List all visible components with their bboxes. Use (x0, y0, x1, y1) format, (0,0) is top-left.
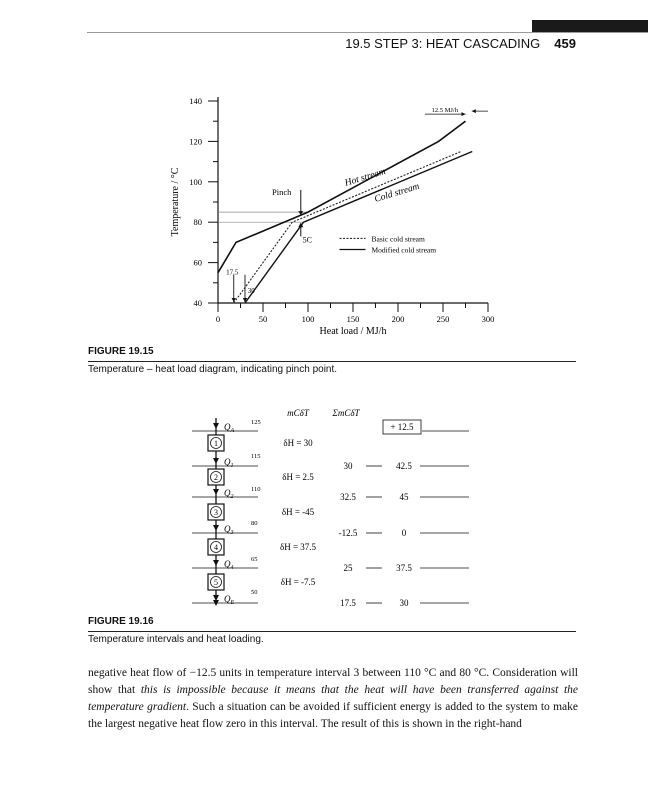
temperature-label: 65 (251, 556, 258, 563)
bottom-offset-label-1: 17.5 (226, 268, 239, 277)
x-tick-label: 150 (346, 314, 360, 324)
figure-label: FIGURE 19.15 (88, 346, 154, 357)
x-tick-label: 50 (258, 314, 268, 324)
delta-h-value: δH = -45 (281, 507, 315, 517)
x-tick-label: 300 (481, 314, 495, 324)
interval-number: 5 (214, 578, 218, 587)
legend-label-modified: Modified cold stream (371, 245, 437, 255)
body-paragraph (88, 665, 578, 733)
figure-19-16-caption-text: Temperature intervals and heat loading. (88, 634, 264, 645)
interval-number: 2 (214, 473, 218, 482)
section-title: 19.5 STEP 3: HEAT CASCADING (345, 36, 541, 51)
q-arrowhead (213, 489, 219, 495)
q-label-subscript: 4 (230, 565, 234, 571)
interval-number: 4 (214, 543, 218, 552)
y-tick-label: 80 (193, 217, 202, 228)
adjusted-value: 42.5 (396, 461, 412, 471)
legend-label-basic: Basic cold stream (371, 234, 425, 244)
cumulative-value: 25 (343, 563, 353, 573)
temperature-label: 115 (251, 453, 261, 460)
delta-h-value: δH = 30 (283, 438, 313, 448)
col-header-sum: ΣmCδT (332, 408, 360, 418)
adjusted-value: 45 (399, 492, 409, 502)
q-label-subscript: 3 (230, 530, 234, 536)
temperature-label: 125 (251, 419, 261, 426)
q-label: $Q_E$ (224, 594, 235, 606)
caption-rule-1 (88, 361, 576, 362)
bottom-offset-label-2: 30 (247, 286, 255, 295)
y-tick-label: 120 (189, 136, 202, 147)
q-label: $Q_A$ (224, 422, 235, 434)
figure-label: FIGURE 19.16 (88, 616, 154, 627)
page-number: 459 (554, 36, 576, 51)
body-text-end: . Such a situation can be avoided if sufficient energy is added to the system to make the largest negative heat flow zero in this interval. The result of this is shown in the right-hand (88, 701, 578, 730)
q-arrowhead (213, 458, 219, 464)
figure-19-16-caption (88, 616, 154, 627)
fig2-root (192, 408, 469, 608)
q-label-subscript: A (230, 428, 235, 434)
x-tick-label: 0 (215, 314, 221, 324)
q-arrowhead (213, 423, 219, 429)
pinch-label: Pinch (272, 186, 292, 197)
delta-h-value: δH = 37.5 (279, 542, 317, 552)
adjusted-value: 0 (401, 528, 407, 538)
q-arrowhead (213, 560, 219, 566)
figure-19-15-caption (88, 346, 154, 357)
temperature-label: 50 (251, 589, 258, 596)
added-heat-value: + 12.5 (390, 422, 414, 432)
y-tick-label: 140 (189, 96, 202, 106)
y-tick-label: 100 (189, 176, 202, 187)
x-tick-label: 100 (301, 314, 315, 324)
adjusted-value: 37.5 (396, 563, 412, 573)
x-tick-label: 200 (391, 314, 405, 324)
dt-label: 5C (302, 235, 312, 245)
cumulative-value: 30 (343, 461, 353, 471)
cold-stream-label: Cold stream (373, 181, 421, 205)
q-label: $Q_3$ (224, 524, 234, 536)
y-tick-label: 60 (193, 257, 202, 268)
delta-h-value: δH = 2.5 (282, 472, 314, 482)
caption-rule-2 (88, 631, 576, 632)
y-tick-label: 40 (193, 298, 202, 308)
interval-number: 1 (214, 439, 218, 448)
q-arrowhead (213, 525, 219, 531)
adjusted-value: 30 (399, 598, 409, 608)
col-header-mcdt: mCδT (287, 408, 309, 418)
delta-h-value: δH = -7.5 (280, 577, 316, 587)
q-label: $Q_2$ (224, 488, 234, 500)
cumulative-value: -12.5 (338, 528, 358, 538)
cumulative-value: 32.5 (340, 492, 356, 502)
top-offset-label: 12.5 MJ/h (431, 107, 458, 115)
cumulative-value: 17.5 (340, 598, 356, 608)
interval-number: 3 (214, 508, 218, 517)
x-axis-label: Heat load / MJ/h (319, 326, 387, 337)
x-tick-label: 250 (436, 314, 450, 324)
y-axis-label: Temperature / °C (170, 167, 181, 237)
temperature-label: 110 (251, 486, 261, 493)
q-label-subscript: E (230, 600, 235, 606)
q-label: $Q_4$ (224, 559, 234, 571)
hot-stream-label: Hot stream (343, 166, 387, 189)
body-text-italic: this is impossible because it means that the heat will have been transferred against the temperature gradient (88, 684, 578, 713)
q-label: $Q_1$ (224, 457, 234, 469)
temperature-label: 80 (251, 520, 258, 527)
q-label-subscript: 2 (230, 494, 234, 500)
figure-19-15-caption-text: Temperature – heat load diagram, indicating pinch point. (88, 364, 338, 375)
q-label-subscript: 1 (230, 463, 234, 469)
body-text-start: negative heat flow of −12.5 units in temperature interval 3 between 110 °C and 80 °C. Consideration will show that (88, 667, 578, 696)
